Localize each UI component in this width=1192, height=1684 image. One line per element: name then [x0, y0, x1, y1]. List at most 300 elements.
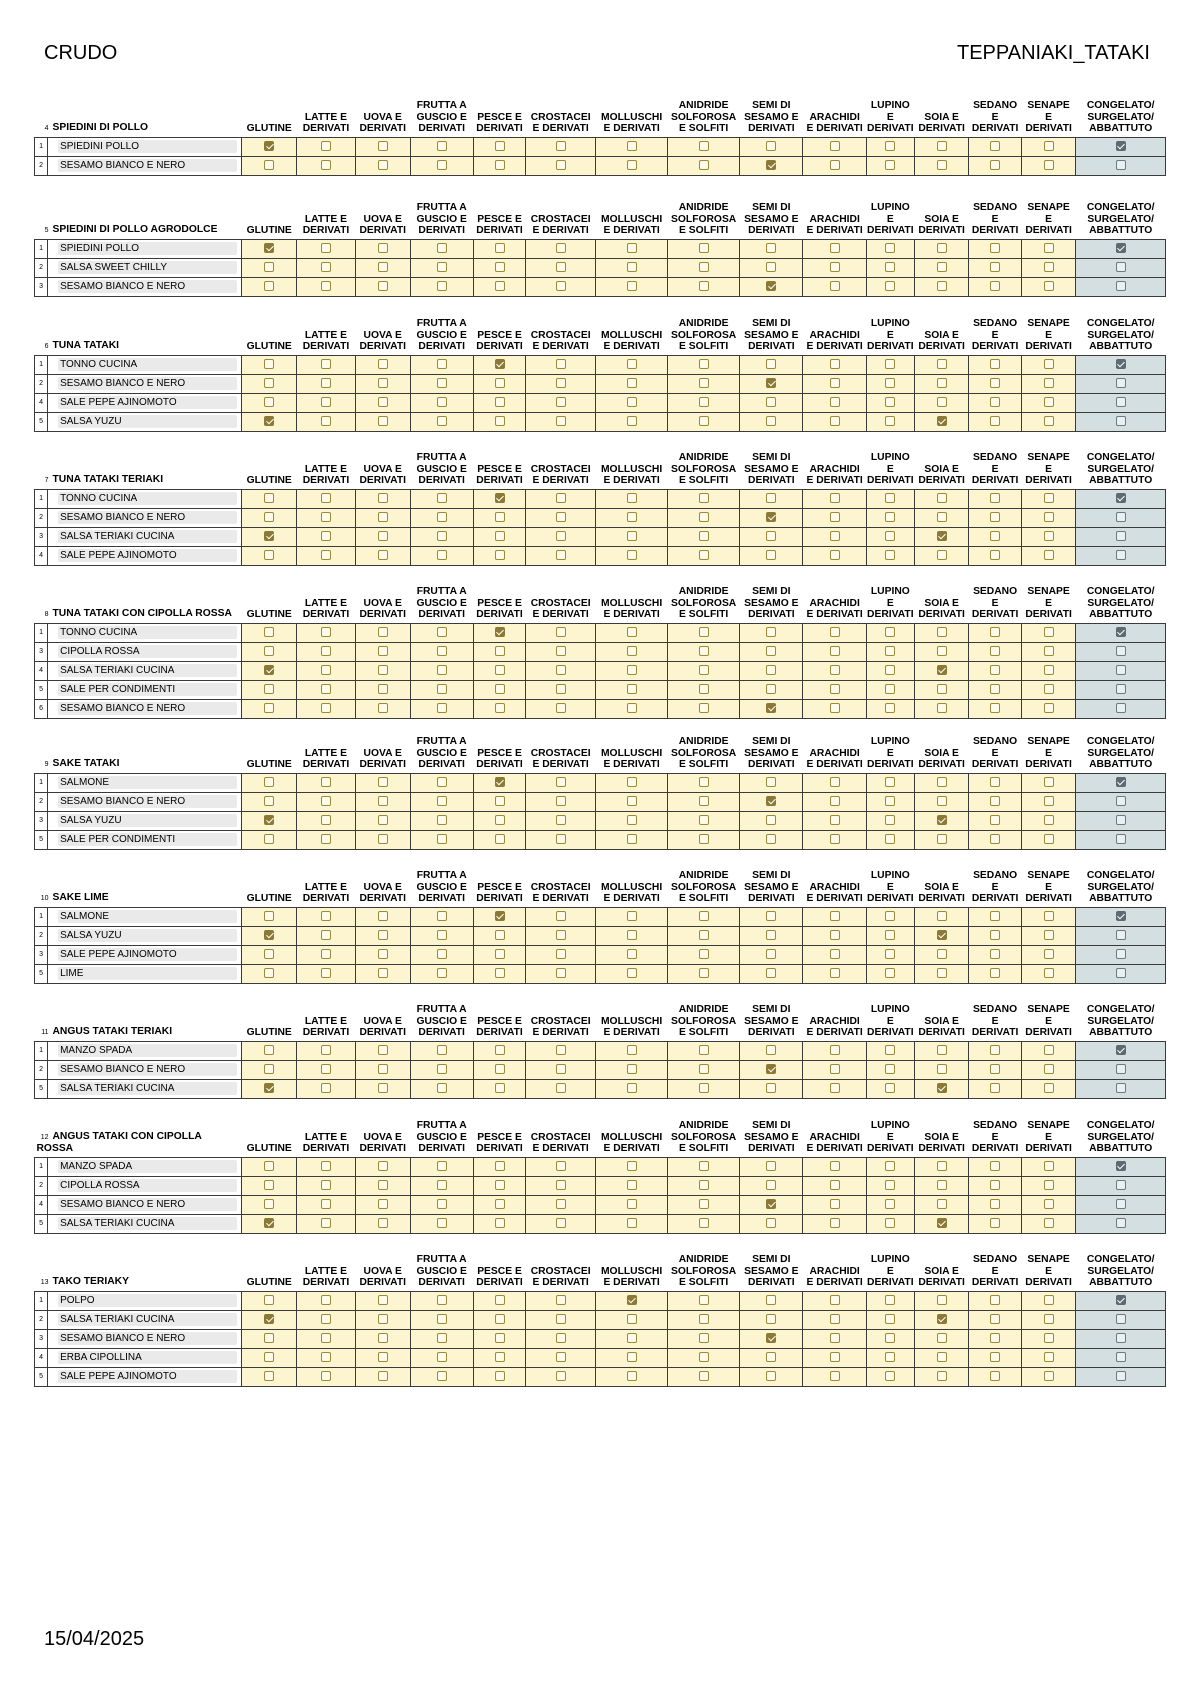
checked-checkbox[interactable] [264, 665, 274, 675]
unchecked-checkbox[interactable] [437, 1180, 447, 1190]
unchecked-checkbox[interactable] [495, 141, 505, 151]
unchecked-checkbox[interactable] [321, 531, 331, 541]
unchecked-checkbox[interactable] [830, 627, 840, 637]
unchecked-checkbox[interactable] [437, 796, 447, 806]
unchecked-checkbox[interactable] [556, 949, 566, 959]
unchecked-checkbox[interactable] [885, 1180, 895, 1190]
unchecked-checkbox[interactable] [627, 1199, 637, 1209]
unchecked-checkbox[interactable] [1044, 141, 1054, 151]
unchecked-checkbox[interactable] [321, 703, 331, 713]
unchecked-checkbox[interactable] [378, 281, 388, 291]
unchecked-checkbox[interactable] [699, 949, 709, 959]
unchecked-checkbox[interactable] [699, 627, 709, 637]
unchecked-checkbox[interactable] [264, 834, 274, 844]
checked-checkbox[interactable] [1116, 627, 1126, 637]
unchecked-checkbox[interactable] [830, 1064, 840, 1074]
unchecked-checkbox[interactable] [627, 1352, 637, 1362]
unchecked-checkbox[interactable] [627, 834, 637, 844]
unchecked-checkbox[interactable] [556, 1045, 566, 1055]
unchecked-checkbox[interactable] [378, 378, 388, 388]
unchecked-checkbox[interactable] [990, 416, 1000, 426]
unchecked-checkbox[interactable] [1044, 949, 1054, 959]
unchecked-checkbox[interactable] [766, 777, 776, 787]
unchecked-checkbox[interactable] [937, 684, 947, 694]
unchecked-checkbox[interactable] [766, 493, 776, 503]
unchecked-checkbox[interactable] [1044, 1218, 1054, 1228]
unchecked-checkbox[interactable] [627, 1333, 637, 1343]
unchecked-checkbox[interactable] [1116, 930, 1126, 940]
unchecked-checkbox[interactable] [264, 281, 274, 291]
unchecked-checkbox[interactable] [556, 1352, 566, 1362]
unchecked-checkbox[interactable] [990, 646, 1000, 656]
unchecked-checkbox[interactable] [495, 1045, 505, 1055]
unchecked-checkbox[interactable] [830, 949, 840, 959]
unchecked-checkbox[interactable] [378, 262, 388, 272]
unchecked-checkbox[interactable] [1116, 1352, 1126, 1362]
unchecked-checkbox[interactable] [556, 397, 566, 407]
unchecked-checkbox[interactable] [1044, 378, 1054, 388]
checked-checkbox[interactable] [264, 930, 274, 940]
unchecked-checkbox[interactable] [321, 397, 331, 407]
unchecked-checkbox[interactable] [766, 550, 776, 560]
unchecked-checkbox[interactable] [830, 281, 840, 291]
unchecked-checkbox[interactable] [699, 646, 709, 656]
unchecked-checkbox[interactable] [1044, 1161, 1054, 1171]
unchecked-checkbox[interactable] [627, 550, 637, 560]
unchecked-checkbox[interactable] [699, 1045, 709, 1055]
unchecked-checkbox[interactable] [321, 1161, 331, 1171]
unchecked-checkbox[interactable] [495, 834, 505, 844]
unchecked-checkbox[interactable] [1044, 796, 1054, 806]
unchecked-checkbox[interactable] [264, 378, 274, 388]
unchecked-checkbox[interactable] [495, 1180, 505, 1190]
checked-checkbox[interactable] [937, 815, 947, 825]
unchecked-checkbox[interactable] [990, 949, 1000, 959]
unchecked-checkbox[interactable] [264, 1295, 274, 1305]
unchecked-checkbox[interactable] [556, 281, 566, 291]
unchecked-checkbox[interactable] [378, 1295, 388, 1305]
unchecked-checkbox[interactable] [495, 531, 505, 541]
unchecked-checkbox[interactable] [1116, 550, 1126, 560]
unchecked-checkbox[interactable] [937, 834, 947, 844]
unchecked-checkbox[interactable] [885, 1199, 895, 1209]
unchecked-checkbox[interactable] [627, 949, 637, 959]
unchecked-checkbox[interactable] [321, 243, 331, 253]
unchecked-checkbox[interactable] [1044, 493, 1054, 503]
checked-checkbox[interactable] [264, 531, 274, 541]
unchecked-checkbox[interactable] [699, 834, 709, 844]
checked-checkbox[interactable] [1116, 493, 1126, 503]
unchecked-checkbox[interactable] [556, 684, 566, 694]
unchecked-checkbox[interactable] [699, 911, 709, 921]
unchecked-checkbox[interactable] [885, 777, 895, 787]
unchecked-checkbox[interactable] [321, 550, 331, 560]
unchecked-checkbox[interactable] [830, 796, 840, 806]
unchecked-checkbox[interactable] [937, 627, 947, 637]
unchecked-checkbox[interactable] [378, 1064, 388, 1074]
unchecked-checkbox[interactable] [937, 1045, 947, 1055]
unchecked-checkbox[interactable] [321, 378, 331, 388]
unchecked-checkbox[interactable] [378, 1314, 388, 1324]
unchecked-checkbox[interactable] [321, 493, 331, 503]
checked-checkbox[interactable] [766, 281, 776, 291]
unchecked-checkbox[interactable] [830, 1295, 840, 1305]
unchecked-checkbox[interactable] [556, 550, 566, 560]
unchecked-checkbox[interactable] [766, 397, 776, 407]
unchecked-checkbox[interactable] [830, 397, 840, 407]
checked-checkbox[interactable] [766, 1199, 776, 1209]
unchecked-checkbox[interactable] [556, 1083, 566, 1093]
unchecked-checkbox[interactable] [556, 531, 566, 541]
unchecked-checkbox[interactable] [495, 930, 505, 940]
unchecked-checkbox[interactable] [699, 512, 709, 522]
unchecked-checkbox[interactable] [830, 1218, 840, 1228]
checked-checkbox[interactable] [1116, 243, 1126, 253]
unchecked-checkbox[interactable] [830, 911, 840, 921]
unchecked-checkbox[interactable] [264, 493, 274, 503]
unchecked-checkbox[interactable] [885, 665, 895, 675]
unchecked-checkbox[interactable] [766, 1180, 776, 1190]
unchecked-checkbox[interactable] [1116, 378, 1126, 388]
unchecked-checkbox[interactable] [264, 627, 274, 637]
unchecked-checkbox[interactable] [885, 550, 895, 560]
unchecked-checkbox[interactable] [937, 1199, 947, 1209]
unchecked-checkbox[interactable] [321, 1045, 331, 1055]
unchecked-checkbox[interactable] [990, 665, 1000, 675]
unchecked-checkbox[interactable] [830, 1333, 840, 1343]
unchecked-checkbox[interactable] [627, 512, 637, 522]
unchecked-checkbox[interactable] [990, 281, 1000, 291]
unchecked-checkbox[interactable] [990, 1352, 1000, 1362]
unchecked-checkbox[interactable] [437, 493, 447, 503]
unchecked-checkbox[interactable] [264, 1352, 274, 1362]
checked-checkbox[interactable] [766, 796, 776, 806]
unchecked-checkbox[interactable] [1044, 834, 1054, 844]
checked-checkbox[interactable] [264, 1218, 274, 1228]
unchecked-checkbox[interactable] [1044, 777, 1054, 787]
unchecked-checkbox[interactable] [627, 627, 637, 637]
unchecked-checkbox[interactable] [1116, 815, 1126, 825]
unchecked-checkbox[interactable] [937, 703, 947, 713]
unchecked-checkbox[interactable] [830, 531, 840, 541]
unchecked-checkbox[interactable] [885, 141, 895, 151]
unchecked-checkbox[interactable] [1116, 160, 1126, 170]
unchecked-checkbox[interactable] [1044, 703, 1054, 713]
checked-checkbox[interactable] [627, 1295, 637, 1305]
unchecked-checkbox[interactable] [264, 777, 274, 787]
unchecked-checkbox[interactable] [627, 777, 637, 787]
unchecked-checkbox[interactable] [264, 512, 274, 522]
unchecked-checkbox[interactable] [264, 796, 274, 806]
unchecked-checkbox[interactable] [990, 550, 1000, 560]
unchecked-checkbox[interactable] [1116, 416, 1126, 426]
unchecked-checkbox[interactable] [830, 359, 840, 369]
unchecked-checkbox[interactable] [437, 930, 447, 940]
unchecked-checkbox[interactable] [556, 416, 566, 426]
unchecked-checkbox[interactable] [495, 243, 505, 253]
unchecked-checkbox[interactable] [378, 911, 388, 921]
unchecked-checkbox[interactable] [556, 968, 566, 978]
unchecked-checkbox[interactable] [627, 1083, 637, 1093]
unchecked-checkbox[interactable] [1116, 834, 1126, 844]
unchecked-checkbox[interactable] [378, 397, 388, 407]
unchecked-checkbox[interactable] [378, 930, 388, 940]
unchecked-checkbox[interactable] [1044, 684, 1054, 694]
unchecked-checkbox[interactable] [264, 703, 274, 713]
unchecked-checkbox[interactable] [378, 949, 388, 959]
unchecked-checkbox[interactable] [437, 1295, 447, 1305]
unchecked-checkbox[interactable] [378, 416, 388, 426]
unchecked-checkbox[interactable] [885, 416, 895, 426]
unchecked-checkbox[interactable] [495, 796, 505, 806]
unchecked-checkbox[interactable] [495, 703, 505, 713]
unchecked-checkbox[interactable] [885, 397, 895, 407]
unchecked-checkbox[interactable] [766, 531, 776, 541]
unchecked-checkbox[interactable] [627, 665, 637, 675]
unchecked-checkbox[interactable] [321, 1180, 331, 1190]
unchecked-checkbox[interactable] [1116, 281, 1126, 291]
unchecked-checkbox[interactable] [885, 531, 895, 541]
unchecked-checkbox[interactable] [321, 160, 331, 170]
checked-checkbox[interactable] [495, 627, 505, 637]
unchecked-checkbox[interactable] [437, 141, 447, 151]
unchecked-checkbox[interactable] [937, 550, 947, 560]
unchecked-checkbox[interactable] [699, 815, 709, 825]
unchecked-checkbox[interactable] [627, 1064, 637, 1074]
unchecked-checkbox[interactable] [1116, 968, 1126, 978]
unchecked-checkbox[interactable] [627, 703, 637, 713]
unchecked-checkbox[interactable] [378, 815, 388, 825]
unchecked-checkbox[interactable] [830, 834, 840, 844]
unchecked-checkbox[interactable] [699, 1371, 709, 1381]
unchecked-checkbox[interactable] [556, 243, 566, 253]
unchecked-checkbox[interactable] [495, 665, 505, 675]
unchecked-checkbox[interactable] [556, 1314, 566, 1324]
unchecked-checkbox[interactable] [1044, 930, 1054, 940]
unchecked-checkbox[interactable] [1044, 243, 1054, 253]
unchecked-checkbox[interactable] [766, 968, 776, 978]
unchecked-checkbox[interactable] [321, 1352, 331, 1362]
unchecked-checkbox[interactable] [437, 359, 447, 369]
unchecked-checkbox[interactable] [1044, 531, 1054, 541]
unchecked-checkbox[interactable] [264, 949, 274, 959]
unchecked-checkbox[interactable] [627, 416, 637, 426]
unchecked-checkbox[interactable] [830, 160, 840, 170]
unchecked-checkbox[interactable] [830, 684, 840, 694]
unchecked-checkbox[interactable] [699, 1064, 709, 1074]
unchecked-checkbox[interactable] [321, 665, 331, 675]
unchecked-checkbox[interactable] [699, 243, 709, 253]
checked-checkbox[interactable] [264, 1314, 274, 1324]
unchecked-checkbox[interactable] [495, 1352, 505, 1362]
unchecked-checkbox[interactable] [699, 1218, 709, 1228]
unchecked-checkbox[interactable] [766, 1371, 776, 1381]
unchecked-checkbox[interactable] [556, 930, 566, 940]
unchecked-checkbox[interactable] [830, 777, 840, 787]
unchecked-checkbox[interactable] [556, 777, 566, 787]
unchecked-checkbox[interactable] [1044, 646, 1054, 656]
unchecked-checkbox[interactable] [321, 1314, 331, 1324]
unchecked-checkbox[interactable] [437, 1045, 447, 1055]
unchecked-checkbox[interactable] [1116, 949, 1126, 959]
checked-checkbox[interactable] [1116, 1161, 1126, 1171]
unchecked-checkbox[interactable] [1116, 1218, 1126, 1228]
unchecked-checkbox[interactable] [321, 1083, 331, 1093]
unchecked-checkbox[interactable] [437, 1333, 447, 1343]
unchecked-checkbox[interactable] [495, 1295, 505, 1305]
checked-checkbox[interactable] [264, 1083, 274, 1093]
checked-checkbox[interactable] [937, 531, 947, 541]
unchecked-checkbox[interactable] [264, 1045, 274, 1055]
unchecked-checkbox[interactable] [321, 1199, 331, 1209]
unchecked-checkbox[interactable] [937, 160, 947, 170]
unchecked-checkbox[interactable] [378, 531, 388, 541]
unchecked-checkbox[interactable] [437, 1083, 447, 1093]
unchecked-checkbox[interactable] [495, 1083, 505, 1093]
unchecked-checkbox[interactable] [937, 262, 947, 272]
unchecked-checkbox[interactable] [885, 1045, 895, 1055]
unchecked-checkbox[interactable] [766, 627, 776, 637]
unchecked-checkbox[interactable] [437, 1064, 447, 1074]
unchecked-checkbox[interactable] [937, 397, 947, 407]
unchecked-checkbox[interactable] [885, 968, 895, 978]
unchecked-checkbox[interactable] [885, 815, 895, 825]
unchecked-checkbox[interactable] [627, 796, 637, 806]
unchecked-checkbox[interactable] [627, 1314, 637, 1324]
unchecked-checkbox[interactable] [830, 243, 840, 253]
unchecked-checkbox[interactable] [830, 1180, 840, 1190]
checked-checkbox[interactable] [766, 1333, 776, 1343]
unchecked-checkbox[interactable] [885, 243, 895, 253]
unchecked-checkbox[interactable] [264, 1199, 274, 1209]
unchecked-checkbox[interactable] [1044, 1314, 1054, 1324]
unchecked-checkbox[interactable] [556, 627, 566, 637]
checked-checkbox[interactable] [495, 493, 505, 503]
unchecked-checkbox[interactable] [264, 684, 274, 694]
unchecked-checkbox[interactable] [321, 512, 331, 522]
unchecked-checkbox[interactable] [1116, 1314, 1126, 1324]
unchecked-checkbox[interactable] [1116, 1064, 1126, 1074]
unchecked-checkbox[interactable] [1116, 684, 1126, 694]
unchecked-checkbox[interactable] [627, 1371, 637, 1381]
unchecked-checkbox[interactable] [990, 684, 1000, 694]
unchecked-checkbox[interactable] [437, 512, 447, 522]
unchecked-checkbox[interactable] [885, 1218, 895, 1228]
checked-checkbox[interactable] [766, 1064, 776, 1074]
unchecked-checkbox[interactable] [321, 141, 331, 151]
unchecked-checkbox[interactable] [1044, 281, 1054, 291]
unchecked-checkbox[interactable] [766, 1083, 776, 1093]
checked-checkbox[interactable] [937, 1218, 947, 1228]
unchecked-checkbox[interactable] [830, 1314, 840, 1324]
unchecked-checkbox[interactable] [437, 627, 447, 637]
unchecked-checkbox[interactable] [495, 646, 505, 656]
unchecked-checkbox[interactable] [699, 359, 709, 369]
unchecked-checkbox[interactable] [495, 1371, 505, 1381]
unchecked-checkbox[interactable] [937, 141, 947, 151]
unchecked-checkbox[interactable] [437, 911, 447, 921]
unchecked-checkbox[interactable] [264, 359, 274, 369]
unchecked-checkbox[interactable] [321, 949, 331, 959]
unchecked-checkbox[interactable] [990, 243, 1000, 253]
unchecked-checkbox[interactable] [990, 1083, 1000, 1093]
unchecked-checkbox[interactable] [699, 397, 709, 407]
unchecked-checkbox[interactable] [990, 1180, 1000, 1190]
unchecked-checkbox[interactable] [885, 1295, 895, 1305]
unchecked-checkbox[interactable] [699, 1314, 709, 1324]
unchecked-checkbox[interactable] [830, 646, 840, 656]
unchecked-checkbox[interactable] [437, 968, 447, 978]
unchecked-checkbox[interactable] [885, 949, 895, 959]
unchecked-checkbox[interactable] [627, 646, 637, 656]
unchecked-checkbox[interactable] [990, 834, 1000, 844]
unchecked-checkbox[interactable] [937, 281, 947, 291]
unchecked-checkbox[interactable] [699, 141, 709, 151]
unchecked-checkbox[interactable] [699, 703, 709, 713]
unchecked-checkbox[interactable] [321, 1333, 331, 1343]
unchecked-checkbox[interactable] [627, 684, 637, 694]
unchecked-checkbox[interactable] [766, 1352, 776, 1362]
unchecked-checkbox[interactable] [321, 1218, 331, 1228]
unchecked-checkbox[interactable] [885, 1352, 895, 1362]
unchecked-checkbox[interactable] [990, 378, 1000, 388]
checked-checkbox[interactable] [766, 160, 776, 170]
unchecked-checkbox[interactable] [556, 160, 566, 170]
unchecked-checkbox[interactable] [885, 796, 895, 806]
unchecked-checkbox[interactable] [937, 968, 947, 978]
unchecked-checkbox[interactable] [766, 1218, 776, 1228]
unchecked-checkbox[interactable] [885, 1333, 895, 1343]
unchecked-checkbox[interactable] [830, 493, 840, 503]
unchecked-checkbox[interactable] [556, 646, 566, 656]
unchecked-checkbox[interactable] [556, 512, 566, 522]
unchecked-checkbox[interactable] [766, 911, 776, 921]
unchecked-checkbox[interactable] [437, 777, 447, 787]
unchecked-checkbox[interactable] [321, 796, 331, 806]
unchecked-checkbox[interactable] [885, 1083, 895, 1093]
unchecked-checkbox[interactable] [321, 281, 331, 291]
unchecked-checkbox[interactable] [321, 627, 331, 637]
unchecked-checkbox[interactable] [378, 796, 388, 806]
unchecked-checkbox[interactable] [437, 1352, 447, 1362]
unchecked-checkbox[interactable] [437, 531, 447, 541]
unchecked-checkbox[interactable] [699, 493, 709, 503]
unchecked-checkbox[interactable] [766, 1161, 776, 1171]
unchecked-checkbox[interactable] [1044, 359, 1054, 369]
unchecked-checkbox[interactable] [885, 627, 895, 637]
unchecked-checkbox[interactable] [990, 968, 1000, 978]
checked-checkbox[interactable] [937, 930, 947, 940]
checked-checkbox[interactable] [264, 141, 274, 151]
unchecked-checkbox[interactable] [264, 1161, 274, 1171]
unchecked-checkbox[interactable] [990, 815, 1000, 825]
unchecked-checkbox[interactable] [1044, 911, 1054, 921]
unchecked-checkbox[interactable] [627, 1180, 637, 1190]
unchecked-checkbox[interactable] [378, 1045, 388, 1055]
unchecked-checkbox[interactable] [556, 703, 566, 713]
unchecked-checkbox[interactable] [378, 703, 388, 713]
unchecked-checkbox[interactable] [495, 1218, 505, 1228]
unchecked-checkbox[interactable] [378, 646, 388, 656]
unchecked-checkbox[interactable] [699, 1180, 709, 1190]
unchecked-checkbox[interactable] [627, 531, 637, 541]
unchecked-checkbox[interactable] [990, 703, 1000, 713]
unchecked-checkbox[interactable] [830, 1083, 840, 1093]
unchecked-checkbox[interactable] [766, 815, 776, 825]
checked-checkbox[interactable] [937, 1314, 947, 1324]
unchecked-checkbox[interactable] [556, 359, 566, 369]
unchecked-checkbox[interactable] [1116, 796, 1126, 806]
